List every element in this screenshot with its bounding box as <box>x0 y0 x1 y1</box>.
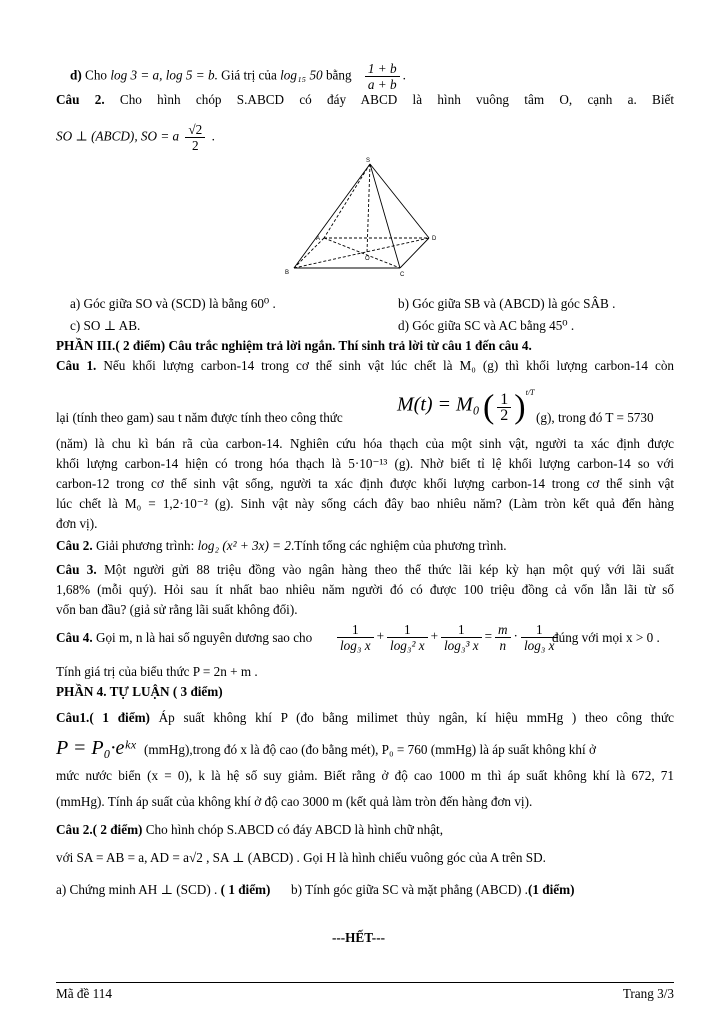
p4-c1-line1: Câu1.( 1 điểm) Áp suất không khí P (đo bằng milimet thủy ngân, kí hiệu mmHg ) theo công thức <box>56 710 674 725</box>
answer-c: c) SO ⊥ AB. <box>70 318 141 333</box>
p3-q4-rest: đúng với mọi x > 0 . <box>552 630 660 645</box>
p3-q2: Câu 2. Giải phương trình: log₂ (x² + 3x) = 2.Tính tổng các nghiệm của phương trình. <box>56 538 507 553</box>
p3-q3-line2: 1,68% (mỗi quý). Hỏi sau ít nhất bao nhiêu năm người đó có được 100 triệu đồng cả vốn lẫn lãi từ số <box>56 582 674 597</box>
pyramid-figure <box>282 156 502 282</box>
exam-page <box>56 0 674 1024</box>
carbon-formula: M(t) = M₀ ( $\frac{1}{2}$ )$^{t/T}$ <box>397 387 535 426</box>
question-d-line: d) Cho log 3 = a, log 5 = b. Giá trị của log₁₅ 50 bằng $\frac{1 + b}{a + b}$ . <box>70 61 406 92</box>
p4-c2-line2: với SA = AB = a, AD = a√2 , SA ⊥ (ABCD) . Gọi H là hình chiếu vuông góc của A trên SD. <box>56 850 546 865</box>
p4-c1-line3: mức nước biển (x = 0), k là hệ số suy giảm. Biết rằng ở độ cao 1000 m thì áp suất không khí là 672, 71 <box>56 768 674 783</box>
p3-q1-line4: khối lượng carbon-14 hiện có trong hóa thạch là 5·10⁻¹³ (g). Nhờ biết tỉ lệ khối lượng carbon-14 so với <box>56 456 674 471</box>
p3-q1-line5: carbon-12 trong cơ thể sinh vật sống, người ta xác định được khối lượng carbon-14 trong cơ thể sinh vật <box>56 476 674 491</box>
p4-c2-parts: a) Chứng minh AH ⊥ (SCD) . ( 1 điểm) b) Tính góc giữa SC và mặt phẳng (ABCD) .(1 điểm) <box>56 882 575 897</box>
part3-heading: PHẦN III.( 2 điểm) Câu trắc nghiệm trả lời ngắn. Thí sinh trả lời từ câu 1 đến câu 4. <box>56 338 532 353</box>
pressure-formula: P = P₀·eᵏˣ <box>56 737 136 759</box>
p3-q1-line6: lúc chết là M₀ = 1,2·10⁻² (g). Sinh vật này sống cách đây bao nhiêu năm? (Làm tròn kết quả đến hàng <box>56 496 674 511</box>
vertex-d-label: D <box>432 236 437 242</box>
p3-q1-line7: đơn vị). <box>56 516 98 531</box>
footer-exam-code: Mã đề 114 <box>56 986 112 1001</box>
p3-q4-line2: Tính giá trị của biểu thức P = 2n + m . <box>56 664 258 679</box>
vertex-a-label: A <box>316 236 321 242</box>
log-answer-fraction: $\frac{1 + b}{a + b}$ <box>365 61 400 92</box>
part4-heading: PHẦN 4. TỰ LUẬN ( 3 điểm) <box>56 684 223 699</box>
answer-a: a) Góc giữa SO và (SCD) là bằng 60⁰ . <box>70 296 276 311</box>
vertex-o-label: O <box>365 256 370 262</box>
p3-q4-line1: Câu 4. Gọi m, n là hai số nguyên dương sao cho <box>56 630 313 645</box>
p3-q3-line1: Câu 3. Một người gửi 88 triệu đồng vào ngân hàng theo thể thức lãi kép kỳ hạn một quý với lãi suất <box>56 562 674 577</box>
p4-c1-line2: (mmHg),trong đó x là độ cao (đo bằng mét), P₀ = 760 (mmHg) là áp suất không khí ở <box>144 742 596 757</box>
answer-b: b) Góc giữa SB và (ABCD) là góc SÂB . <box>398 296 616 311</box>
cau2-line2: SO ⊥ (ABCD), SO = a $\frac{√2}{2}$ . <box>56 122 215 153</box>
footer-divider <box>56 982 674 983</box>
vertex-b-label: B <box>285 270 290 276</box>
cau2-line1: Câu 2. Cho hình chóp S.ABCD có đáy ABCD là hình vuông tâm O, cạnh a. Biết <box>56 92 675 107</box>
p4-c1-line4: (mmHg). Tính áp suất của không khí ở độ cao 3000 m (kết quả làm tròn đến hàng đơn vị). <box>56 794 533 809</box>
p3-q1-line2: lại (tính theo gam) sau t năm được tính theo công thức <box>56 410 343 425</box>
p3-q1-line3: (năm) là chu kì bán rã của carbon-14. Nghiên cứu hóa thạch của một sinh vật, người ta xác định được <box>56 436 674 451</box>
p3-q3-line3: vốn ban đầu? (giả sử rằng lãi suất không đổi). <box>56 602 298 617</box>
answer-d: d) Góc giữa SC và AC bằng 45⁰ . <box>398 318 575 333</box>
footer-page-number: Trang 3/3 <box>622 986 674 1001</box>
end-mark: ---HẾT--- <box>332 930 385 945</box>
p3-q4-equation: $\frac{1}{\text{log₃ x}}$ + $\frac{1}{\text{log₃² x}}$ + $\frac{1}{\text{log₃³ x}}$ = $\frac{m}{n}$ · $\frac{1}{\text{log₃ x}}$ <box>334 622 561 653</box>
p3-q1-line2b: (g), trong đó T = 5730 <box>536 410 654 425</box>
p4-c2-line1: Câu 2.( 2 điểm) Cho hình chóp S.ABCD có đáy ABCD là hình chữ nhật, <box>56 822 444 837</box>
p3-q1-line1: Câu 1. Nếu khối lượng carbon-14 trong cơ thể sinh vật lúc chết là M₀ (g) thì khối lượng carbon-14 còn <box>56 358 675 373</box>
vertex-c-label: C <box>400 272 405 278</box>
vertex-s-label: S <box>366 158 371 164</box>
